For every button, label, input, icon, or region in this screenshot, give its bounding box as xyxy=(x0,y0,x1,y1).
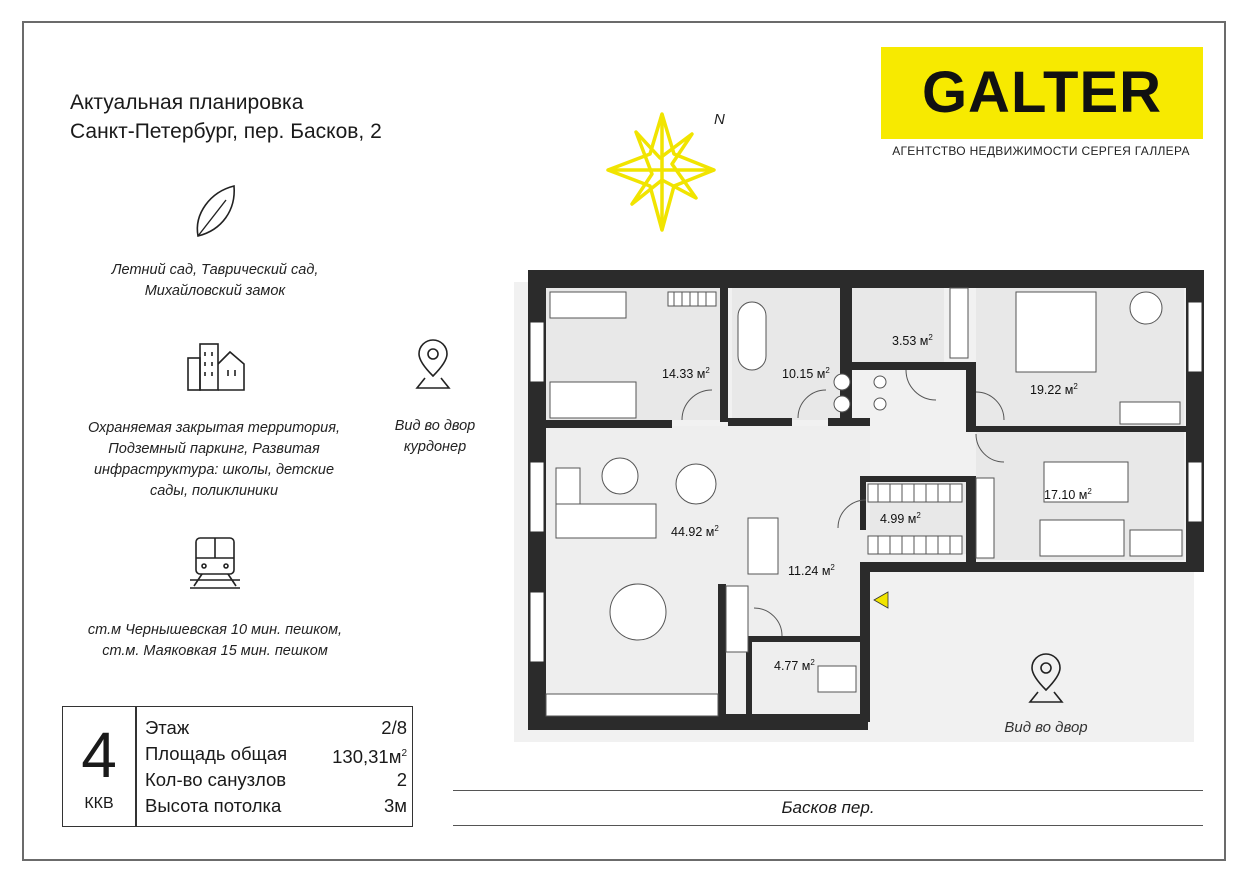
compass-icon xyxy=(596,102,746,244)
room-area-10: 10.15 $м^2$ xyxy=(782,366,830,382)
rooms-count: 4 xyxy=(81,719,117,791)
logo-subtitle: АГЕНТСТВО НЕДВИЖИМОСТИ СЕРГЕЯ ГАЛЛЕРА xyxy=(892,144,1190,158)
room-area-14: 14.33 $м^2$ xyxy=(662,366,710,382)
street-line-bottom xyxy=(453,825,1203,826)
title-line-1: Актуальная планировка xyxy=(70,91,304,114)
yard-pin-icon xyxy=(1026,652,1066,708)
rooms-label: ККВ xyxy=(84,795,114,812)
street-line-top xyxy=(453,790,1203,791)
buildings-icon xyxy=(186,340,248,392)
page-title xyxy=(70,88,382,146)
spec-bathrooms: Кол-во санузлов 2 xyxy=(145,769,407,790)
room-area-4-77: 4.77 $м^2$ xyxy=(774,658,815,674)
yard-view-label: Вид во двор xyxy=(1004,719,1088,736)
parks-text: Летний сад, Таврический сад, Михайловский замок xyxy=(111,262,319,299)
room-area-44: 44.92 $м^2$ xyxy=(671,524,719,540)
spec-ceiling: Высота потолка 3м xyxy=(145,795,407,816)
north-label: N xyxy=(714,111,725,128)
train-icon xyxy=(188,534,242,592)
title-line-2: Санкт-Петербург, пер. Басков, 2 xyxy=(70,120,382,143)
street-name: Басков пер. xyxy=(781,798,875,817)
logo-wordmark: GALTER xyxy=(921,60,1163,125)
floor-plan xyxy=(510,262,1210,742)
room-area-3: 3.53 $м^2$ xyxy=(892,333,933,349)
spec-floor: Этаж 2/8 xyxy=(145,717,407,738)
leaf-icon xyxy=(192,184,238,240)
spec-area: Площадь общая $130,31м^2$ xyxy=(145,743,407,768)
logo xyxy=(881,47,1203,139)
specs-table xyxy=(62,706,413,827)
specs-divider xyxy=(135,707,137,826)
territory-text: Охраняемая закрытая территория, Подземный паркинг, Развитая инфраструктура: школы, детские сады, поликлиники xyxy=(88,420,340,499)
room-area-4-99: 4.99 $м^2$ xyxy=(880,511,921,527)
room-area-19: 19.22 $м^2$ xyxy=(1030,382,1078,398)
room-area-17: 17.10 $м^2$ xyxy=(1044,487,1092,503)
location-pin-icon xyxy=(413,338,453,394)
metro-text: ст.м Чернышевская 10 мин. пешком, ст.м. Маяковкая 15 мин. пешком xyxy=(87,622,343,659)
room-area-11: 11.24 $м^2$ xyxy=(788,563,835,579)
view-text: Вид во двор курдонер xyxy=(394,418,476,455)
